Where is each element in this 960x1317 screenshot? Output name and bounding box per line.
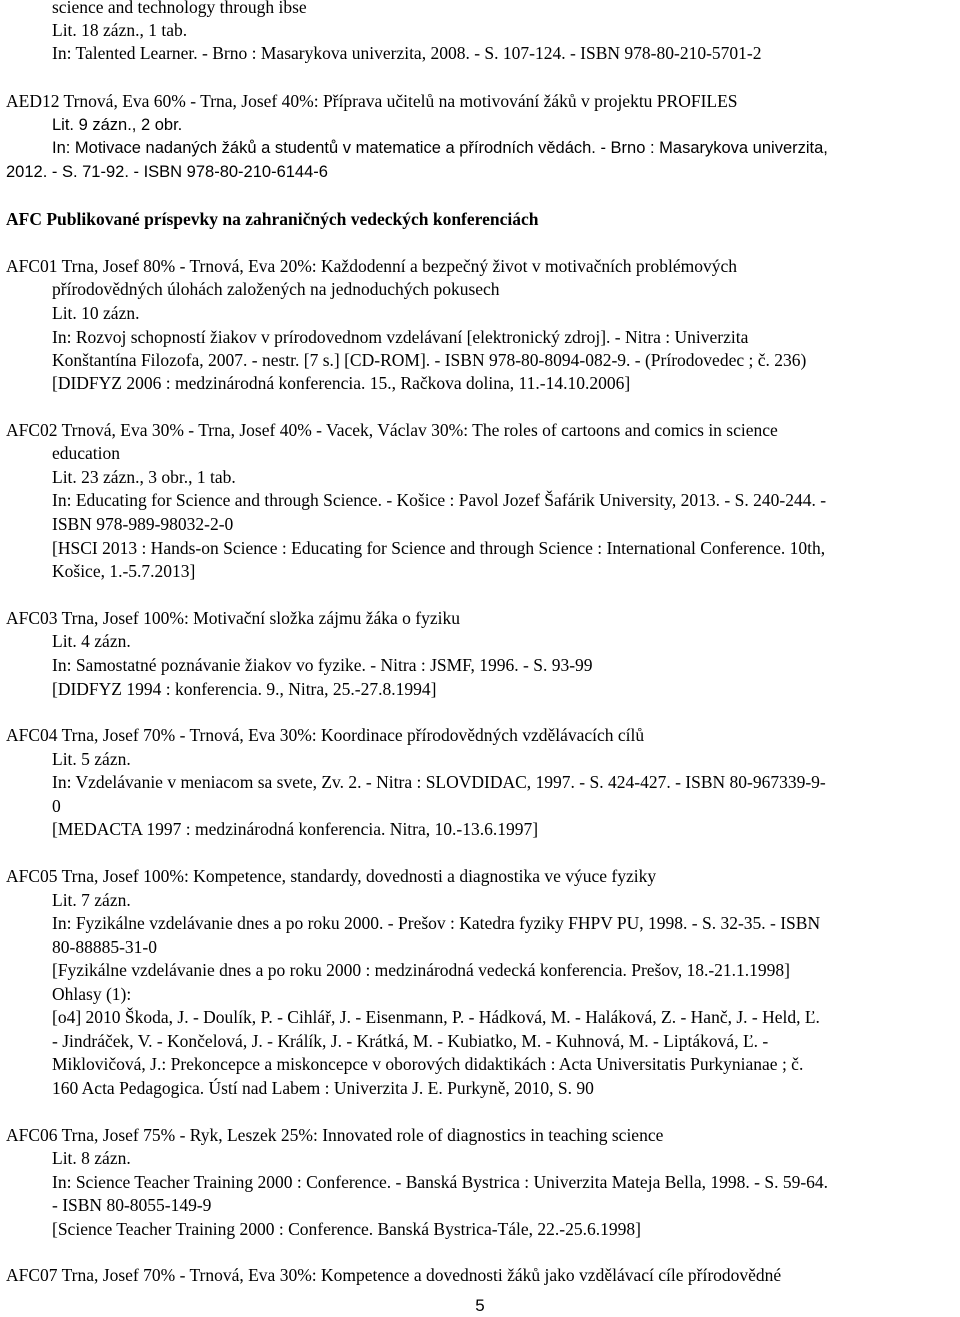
entry-conference: [Fyzikálne vzdelávanie dnes a po roku 2000 : medzinárodná vedecká konferencia. Prešov, 18.-21.1.1998] — [52, 960, 790, 980]
entry-conference: Košice, 1.-5.7.2013] — [52, 561, 196, 581]
entry-conference: [DIDFYZ 2006 : medzinárodná konferencia. 15., Račkova dolina, 11.-14.10.2006] — [52, 373, 631, 393]
citation-line: Miklovičová, J.: Prekoncepce a miskoncepce v oborových didaktikách : Acta Universitatis Purkynianae ; č. — [52, 1054, 804, 1074]
entry-lit: Lit. 7 zázn. — [52, 890, 131, 910]
entry-title: AFC02 Trnová, Eva 30% - Trna, Josef 40% - Vacek, Václav 30%: The roles of cartoons and comics in science — [6, 420, 778, 440]
citation-line: [o4] 2010 Škoda, J. - Doulík, P. - Cihlář, J. - Eisenmann, P. - Hádková, M. - Haláková, Z. - Hanč, J. - Held, Ľ. — [52, 1007, 820, 1027]
entry-lit: Lit. 10 zázn. — [52, 303, 140, 323]
page-number: 5 — [475, 1296, 485, 1315]
entry-lit: Lit. 4 zázn. — [52, 631, 131, 651]
entry-in: In: Motivace nadaných žáků a studentů v matematice a přírodních vědách. - Brno : Masarykova univerzita, — [52, 139, 828, 157]
entry-conference: [MEDACTA 1997 : medzinárodná konferencia. Nitra, 10.-13.6.1997] — [52, 819, 539, 839]
section-heading: AFC Publikované príspevky na zahraničných vedeckých konferenciách — [6, 209, 539, 229]
entry-lit: Lit. 18 zázn., 1 tab. — [52, 20, 188, 40]
entry-lit: Lit. 5 zázn. — [52, 749, 131, 769]
entry-title: AFC03 Trna, Josef 100%: Motivační složka zájmu žáka o fyziku — [6, 608, 460, 628]
entry-in: 80-88885-31-0 — [52, 937, 157, 957]
entry-line: science and technology through ibse — [52, 0, 307, 17]
entry-title: AFC04 Trna, Josef 70% - Trnová, Eva 30%: Koordinace přírodovědných vzdělávacích cílů — [6, 725, 645, 745]
entry-in: Konštantína Filozofa, 2007. - nestr. [7 s.] [CD-ROM]. - ISBN 978-80-8094-082-9. - (Prírodovedec ; č. 236) — [52, 350, 807, 370]
entry-lit: Lit. 8 zázn. — [52, 1148, 131, 1168]
entry-in: ISBN 978-989-98032-2-0 — [52, 514, 234, 534]
entry-in: In: Science Teacher Training 2000 : Conference. - Banská Bystrica : Univerzita Mateja Bella, 1998. - S. 59-64. — [52, 1172, 829, 1192]
entry-in: In: Educating for Science and through Science. - Košice : Pavol Jozef Šafárik University, 2013. - S. 240-244. - — [52, 490, 827, 510]
entry-lit: Lit. 23 zázn., 3 obr., 1 tab. — [52, 467, 236, 487]
entry-in: In: Fyzikálne vzdelávanie dnes a po roku 2000. - Prešov : Katedra fyziky FHPV PU, 1998. - S. 32-35. - ISBN — [52, 913, 821, 933]
entry-title: AFC07 Trna, Josef 70% - Trnová, Eva 30%: Kompetence a dovednosti žáků jako vzdělávací cíle přírodovědné — [6, 1265, 782, 1285]
entry-title: přírodovědných úlohách založených na jednoduchých pokusech — [52, 279, 500, 299]
entry-title: AFC01 Trna, Josef 80% - Trnová, Eva 20%: Každodenní a bezpečný život v motivačních problémových — [6, 256, 737, 276]
citations-label: Ohlasy (1): — [52, 984, 132, 1004]
entry-title: AFC05 Trna, Josef 100%: Kompetence, standardy, dovednosti a diagnostika ve výuce fyziky — [6, 866, 657, 886]
entry-in: In: Samostatné poznávanie žiakov vo fyzike. - Nitra : JSMF, 1996. - S. 93-99 — [52, 655, 593, 675]
entry-in: 0 — [52, 796, 61, 816]
entry-conference: [HSCI 2013 : Hands-on Science : Educating for Science and through Science : International Conference. 10th, — [52, 538, 826, 558]
citation-line: 160 Acta Pedagogica. Ústí nad Labem : Univerzita J. E. Purkyně, 2010, S. 90 — [52, 1078, 594, 1098]
entry-in: In: Vzdelávanie v meniacom sa svete, Zv. 2. - Nitra : SLOVDIDAC, 1997. - S. 424-427. - ISBN 80-967339-9- — [52, 772, 826, 792]
entry-conference: [Science Teacher Training 2000 : Conference. Banská Bystrica-Tále, 22.-25.6.1998] — [52, 1219, 641, 1239]
entry-conference: [DIDFYZ 1994 : konferencia. 9., Nitra, 25.-27.8.1994] — [52, 679, 437, 699]
entry-in: In: Talented Learner. - Brno : Masarykova univerzita, 2008. - S. 107-124. - ISBN 978-80-210-5701-2 — [52, 43, 762, 63]
entry-title: AED12 Trnová, Eva 60% - Trna, Josef 40%: Příprava učitelů na motivování žáků v projektu PROFILES — [6, 91, 738, 111]
entry-title: AFC06 Trna, Josef 75% - Ryk, Leszek 25%: Innovated role of diagnostics in teaching science — [6, 1125, 664, 1145]
entry-title: education — [52, 443, 121, 463]
citation-line: - Jindráček, V. - Končelová, J. - Králík, J. - Krátká, M. - Kubiatko, M. - Kuhnová, M. - Liptáková, Ľ. - — [52, 1031, 769, 1051]
entry-in: 2012. - S. 71-92. - ISBN 978-80-210-6144-6 — [6, 163, 328, 181]
entry-in: In: Rozvoj schopností žiakov v prírodovednom vzdelávaní [elektronický zdroj]. - Nitra : Univerzita — [52, 327, 749, 347]
entry-lit: Lit. 9 zázn., 2 obr. — [52, 116, 183, 134]
entry-in: - ISBN 80-8055-149-9 — [52, 1195, 212, 1215]
